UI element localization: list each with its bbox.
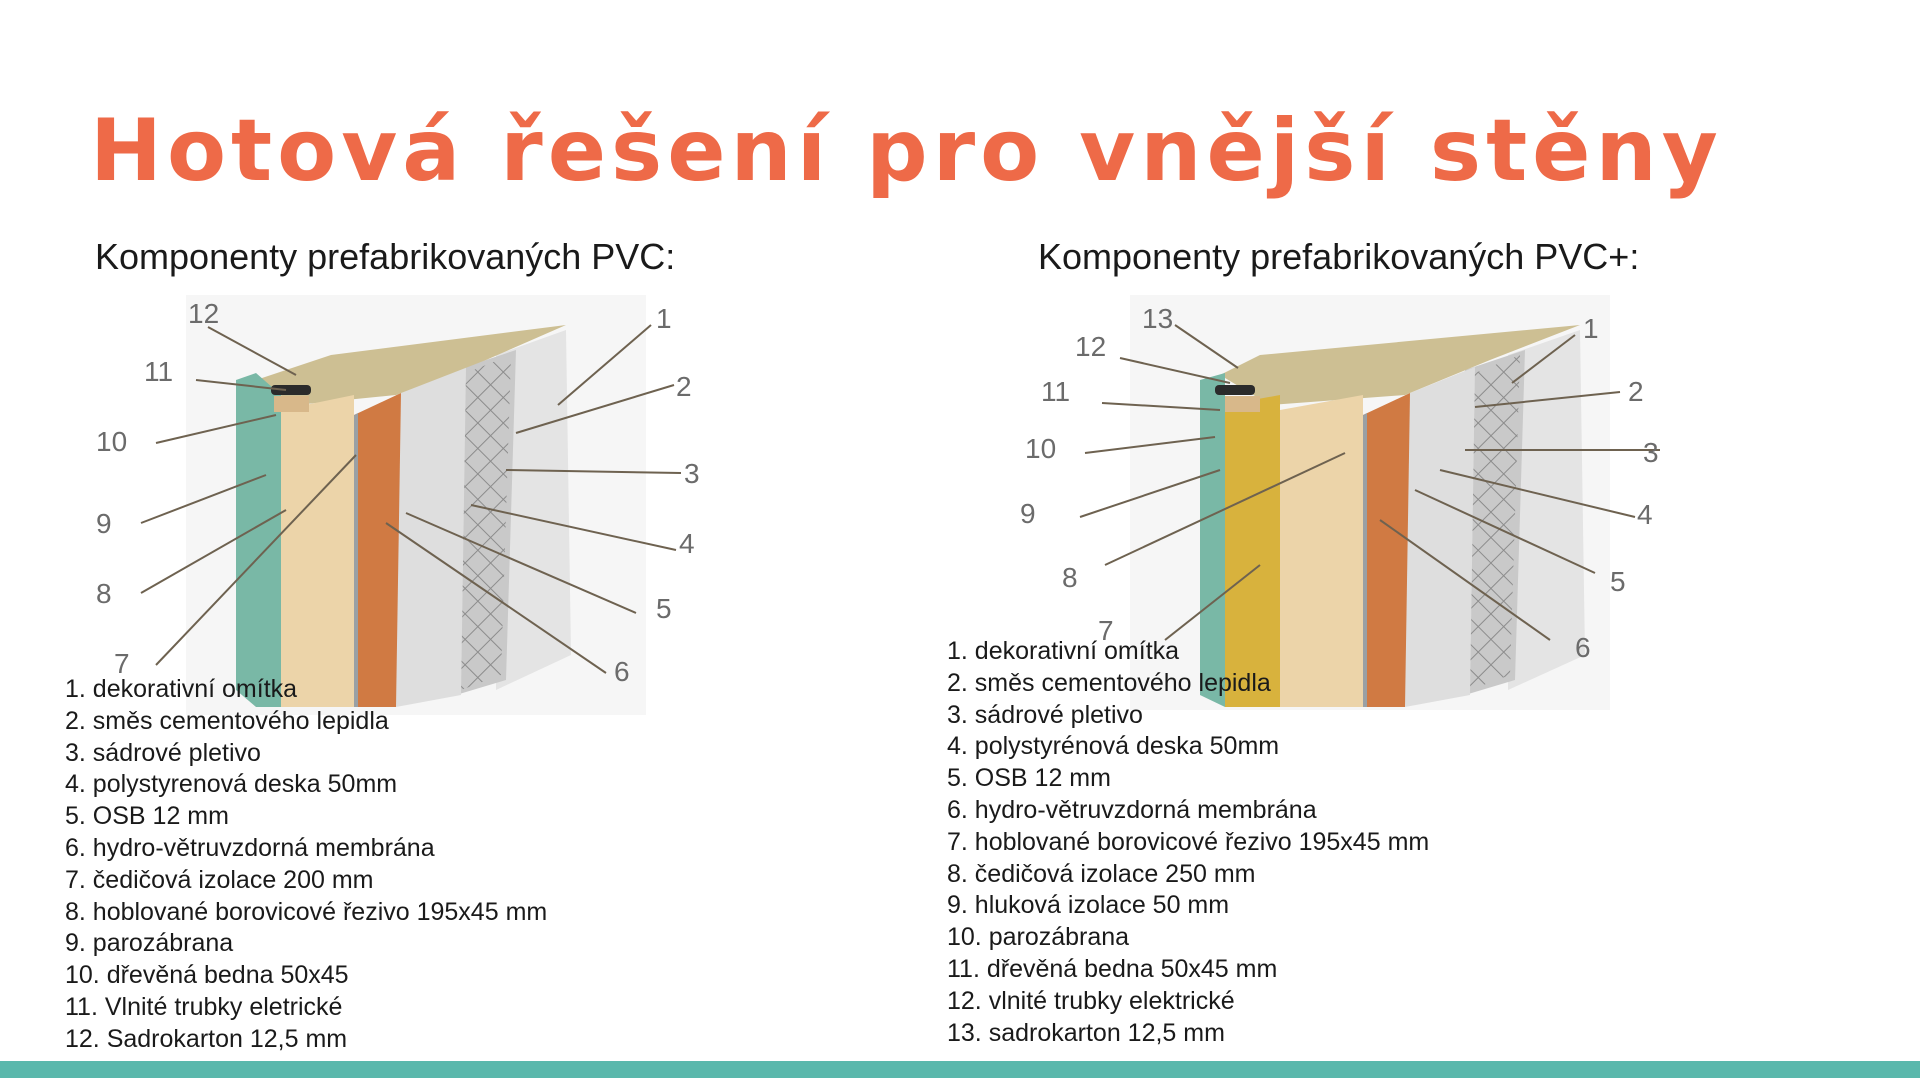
- legend-item: 3. sádrové pletivo: [947, 700, 1143, 729]
- legend-item: 6. hydro-větruvzdorná membrána: [947, 795, 1317, 824]
- callout-label: 9: [96, 508, 112, 539]
- callout-label: 1: [1583, 313, 1599, 344]
- legend-item: 10. parozábrana: [947, 923, 1130, 952]
- callout-label: 2: [1628, 376, 1644, 407]
- legend-item: 13. sadrokarton 12,5 mm: [947, 1018, 1225, 1047]
- callout-label: 6: [1575, 632, 1591, 663]
- callout-label: 9: [1020, 498, 1036, 529]
- callout-label: 12: [188, 298, 220, 329]
- callout-label: 1: [656, 303, 672, 334]
- pvc-plus-component-legend: [947, 636, 1429, 1049]
- callout-label: 4: [679, 528, 695, 559]
- legend-item: 5. OSB 12 mm: [947, 764, 1111, 793]
- legend-item: 8. čedičová izolace 250 mm: [947, 859, 1256, 888]
- legend-item: 4. polystyrénová deska 50mm: [947, 732, 1280, 761]
- callout-label: 3: [684, 458, 700, 489]
- legend-item: 8. hoblované borovicové řezivo 195x45 mm: [65, 897, 548, 926]
- callout-label: 5: [656, 593, 672, 624]
- callout-label: 12: [1075, 331, 1107, 362]
- callout-label: 5: [1610, 566, 1626, 597]
- legend-item: 9. parozábrana: [65, 929, 234, 958]
- callout-label: 11: [144, 356, 174, 387]
- pvc-wall-diagram: [96, 295, 700, 715]
- callout-label: 11: [1041, 376, 1071, 407]
- timber-stud: [281, 395, 354, 707]
- legend-item: 4. polystyrenová deska 50mm: [65, 770, 398, 799]
- legend-item: 1. dekorativní omítka: [947, 637, 1180, 665]
- callout-label: 10: [96, 426, 128, 457]
- legend-item: 7. čedičová izolace 200 mm: [65, 865, 374, 894]
- callout-label: 10: [1025, 433, 1057, 464]
- legend-item: 12. Sadrokarton 12,5 mm: [65, 1024, 348, 1053]
- callout-label: 4: [1637, 499, 1653, 530]
- pvc-component-legend: [65, 674, 547, 1056]
- osb-layer: [354, 393, 401, 707]
- callout-label: 6: [614, 656, 630, 687]
- legend-item: 2. směs cementového lepidla: [65, 706, 389, 735]
- legend-item: 11. Vlnité trubky eletrické: [65, 992, 343, 1021]
- callout-label: 2: [676, 371, 692, 402]
- legend-item: 1. dekorativní omítka: [65, 675, 298, 703]
- legend-item: 11. dřevěná bedna 50x45 mm: [947, 954, 1278, 983]
- legend-item: 12. vlnité trubky elektrické: [947, 986, 1235, 1015]
- left-subtitle: Komponenty prefabrikovaných PVC:: [95, 236, 676, 277]
- legend-item: 5. OSB 12 mm: [65, 802, 229, 831]
- legend-item: 10. dřevěná bedna 50x45: [65, 961, 349, 990]
- legend-item: 9. hluková izolace 50 mm: [947, 891, 1230, 920]
- legend-item: 2. směs cementového lepidla: [947, 668, 1271, 697]
- callout-label: 8: [96, 578, 112, 609]
- legend-item: 6. hydro-větruvzdorná membrána: [65, 833, 435, 862]
- legend-item: 7. hoblované borovicové řezivo 195x45 mm: [947, 827, 1430, 856]
- callout-label: 8: [1062, 562, 1078, 593]
- right-subtitle: Komponenty prefabrikovaných PVC+:: [1038, 236, 1640, 277]
- legend-item: 3. sádrové pletivo: [65, 738, 261, 767]
- footer-accent-bar: [0, 1061, 1920, 1078]
- callout-label: 7: [1098, 615, 1114, 646]
- callout-label: 13: [1142, 303, 1174, 334]
- callout-label: 7: [114, 648, 130, 679]
- callout-label: 3: [1643, 437, 1659, 468]
- slide-title: Hotová řešení pro vnější stěny: [90, 101, 1723, 201]
